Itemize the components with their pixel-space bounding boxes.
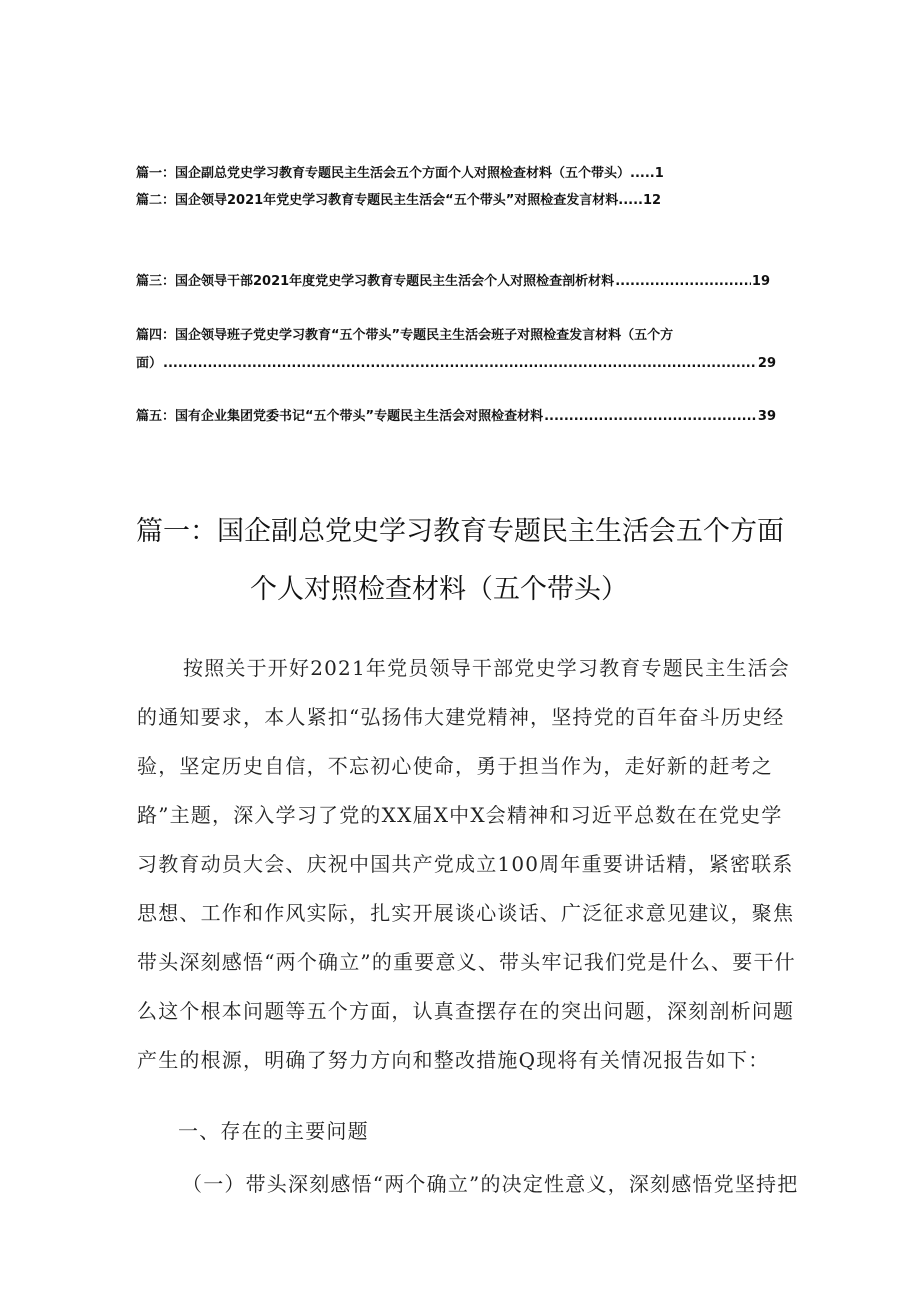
toc-page-number: 1: [654, 166, 664, 181]
toc-entry-5[interactable]: [136, 405, 776, 429]
body-paragraph: 按照关于开好2021年党员领导干部党史学习教育专题民主生活会的通知要求，本人紧扣“弘扬伟大建党精神，坚持党的百年奋斗历史经验，坚定历史自信，不忘初心使命，勇于担当作为，走好新的赶考之路”主题，深入学习了党的XX届X中X会精神和习近平总数在在党史学习教育动员大会、庆祝中国共产党成立100周年重要讲话精，紧密联系思想、工作和作风实际，扎实开展谈心谈话、广泛征求意见建议，聚焦带头深刻感悟“两个确立”的重要意义、带头牢记我们党是什么、要干什么这个根本问题等五个方面，认真查摆存在的突出问题，深刻剖析问题产生的根源，明确了努力方向和整改措施Q现将有关情况报告如下：: [137, 656, 796, 1072]
toc-dot-leader: [544, 405, 757, 429]
toc-entry-3[interactable]: [136, 270, 770, 294]
toc-entry-4[interactable]: [136, 324, 776, 376]
toc-page-number: 29: [757, 356, 776, 371]
toc-entry-1[interactable]: [136, 162, 776, 186]
toc-entry-2[interactable]: [136, 189, 776, 213]
article-title-line-2: 个人对照检查材料（五个带头）: [250, 574, 628, 605]
article-body: [137, 644, 797, 1085]
toc-entry-title: 篇一：国企副总党史学习教育专题民主生活会五个方面个人对照检查材料（五个带头）: [136, 166, 631, 181]
toc-entry-title: 篇三：国企领导干部2021年度党史学习教育专题民主生活会个人对照检查剖析材料: [136, 274, 615, 289]
toc-page-number: 12: [642, 193, 662, 208]
toc-dots: .....: [630, 166, 655, 181]
toc-dots: .....: [618, 193, 643, 208]
toc-page-number: 39: [757, 409, 776, 424]
toc-page-number: 19: [751, 274, 770, 289]
toc-dot-leader: [163, 352, 757, 376]
subsection-heading: （一）带头深刻感悟“两个确立”的决定性意义，深刻感悟党坚持把: [182, 1172, 799, 1196]
toc-dot-leader: [615, 270, 751, 294]
toc-entry-title: 篇五：国有企业集团党委书记“五个带头”专题民主生活会对照检查材料: [136, 409, 544, 424]
section-heading: 一、存在的主要问题: [178, 1119, 369, 1143]
article-title-line-1: 篇一：国企副总党史学习教育专题民主生活会五个方面: [136, 516, 784, 547]
toc-entry-title: 篇四：国企领导班子党史学习教育“五个带头”专题民主生活会班子对照检查发言材料（五个方: [136, 328, 674, 343]
toc-entry-title-cont: 面）: [136, 356, 163, 371]
toc-entry-title: 篇二：国企领导2021年党史学习教育专题民主生活会“五个带头”对照检查发言材料: [136, 193, 619, 208]
